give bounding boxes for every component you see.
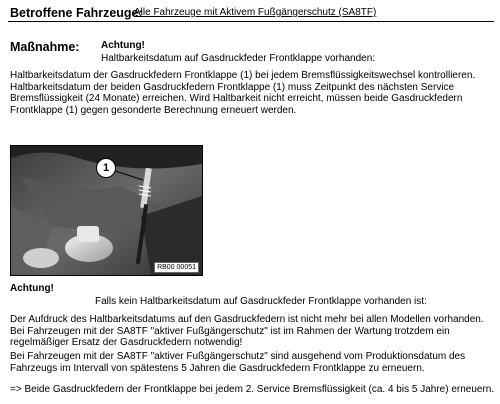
callout-marker: 1 [96,158,116,178]
affected-vehicles-value: Alle Fahrzeuge mit Aktivem Fußgängerschutz (SA8TF) [134,7,377,18]
warning-heading-2: Achtung! [10,283,54,294]
header-divider [8,21,494,22]
condition-no-date: Falls kein Haltbarkeitsdatum auf Gasdruckfeder Frontklappe vorhanden ist: [95,296,427,307]
note-paragraph-3: => Beide Gasdruckfedern der Frontklappe bei jedem 2. Service Bremsflüssigkeit (ca. 4 bis 5 Jahre) erneuern. [10,384,495,395]
instruction-paragraph: Haltbarkeitsdatum der Gasdruckfedern Frontklappe (1) bei jedem Bremsflüssigkeitswechsel kontrollieren. Haltbarkeitsdatum der beiden Gasdruckfedern Frontklappe (1) muss Zeitpunkt des nächsten Service Bremsflüssigkeit (24 Monate) erreichen. Wird Haltbarkeit nicht erreicht, müssen beide Gasdruckfedern Frontklappe (1) gegen gesonderte Berechnung erneuert werden. [10,70,476,117]
warning-heading: Achtung! [101,40,145,51]
engine-bay-figure [10,145,203,276]
note-paragraph-2: Bei Fahrzeugen mit der SA8TF "aktiver Fußgängerschutz" sind ausgehend vom Produktionsdatum des Fahrzeugs im Intervall von spätestens 5 Jahren die Gasdruckfedern Frontklappe zu erneuern. [10,351,466,374]
measure-label: Maßnahme: [10,40,80,54]
note-paragraph-1: Der Aufdruck des Haltbarkeitsdatums auf den Gasdruckfedern ist nicht mehr bei allen Modellen vorhanden. Bei Fahrzeugen mit der SA8TF "aktiver Fußgängerschutz" ist im Rahmen der Wartung trotzdem ein regelmäßiger Ersatz der Gasdruckfedern notwendig! [10,314,484,349]
figure-code: RB00 00051 [154,262,199,273]
affected-vehicles-label: Betroffene Fahrzeuge: [10,6,143,20]
condition-date-present: Haltbarkeitsdatum auf Gasdruckfeder Frontklappe vorhanden: [101,53,376,64]
